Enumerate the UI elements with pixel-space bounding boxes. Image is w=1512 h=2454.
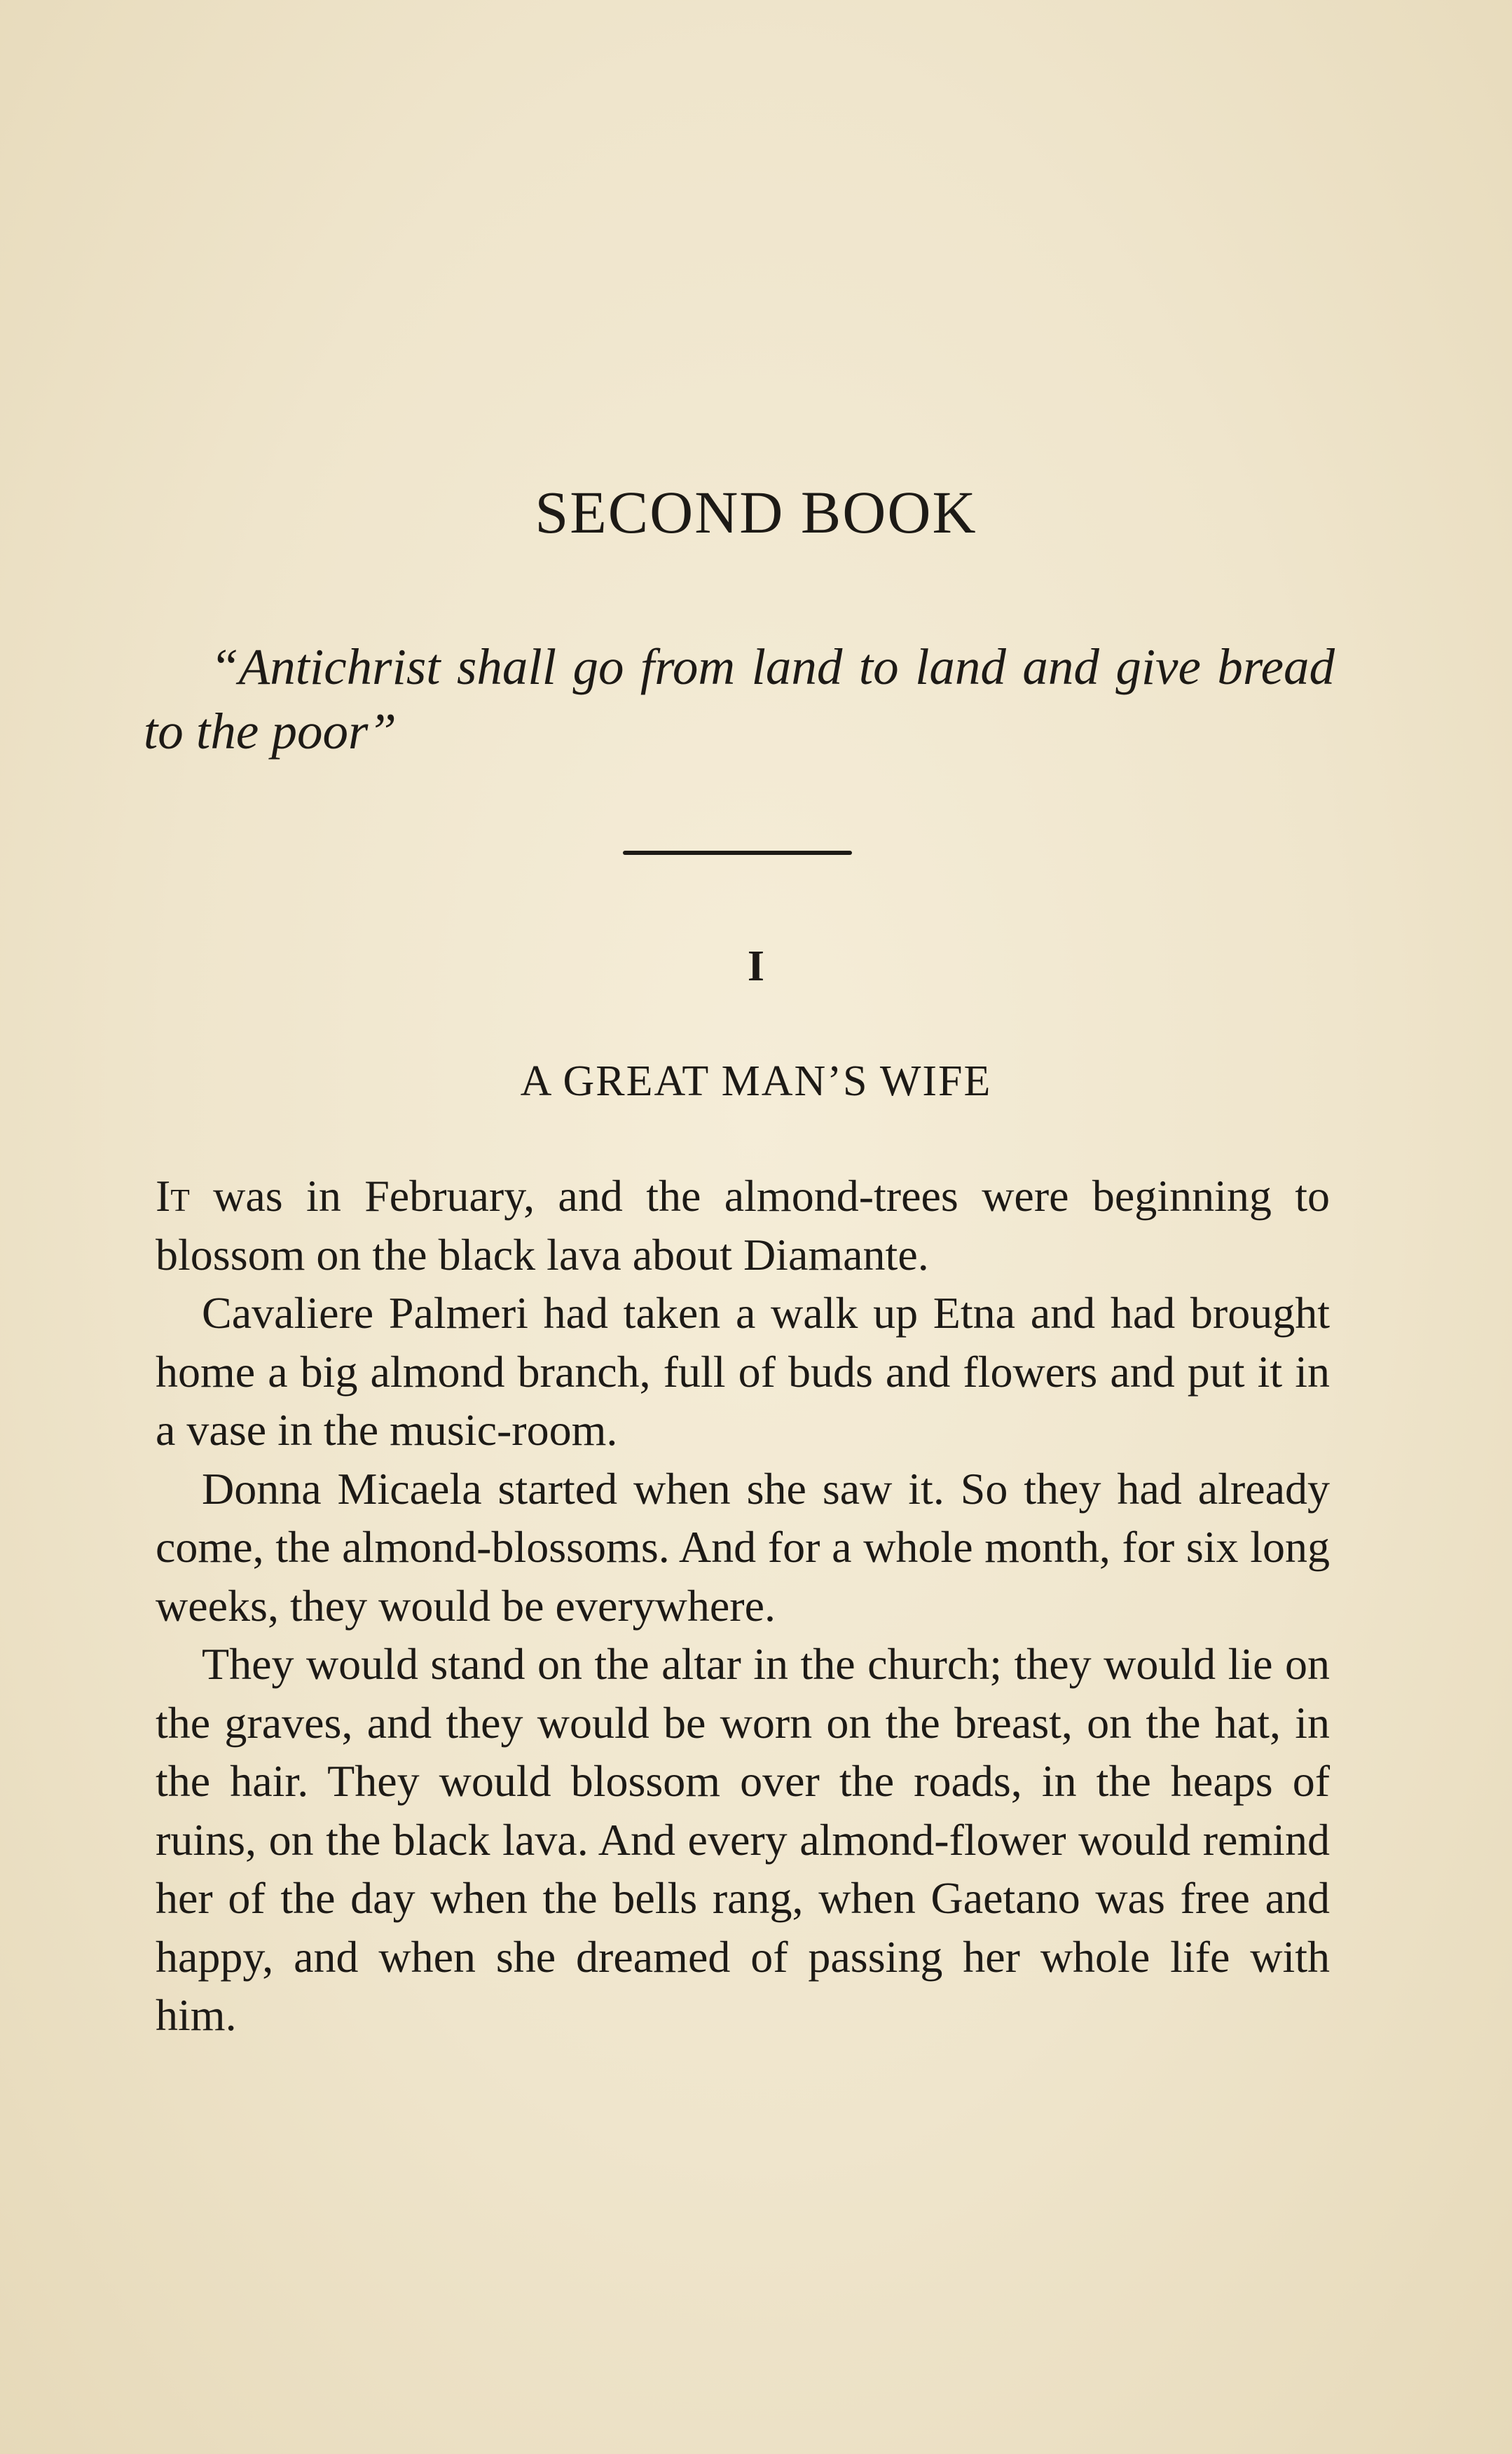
paragraph-4: They would stand on the altar in the church; they would lie on the graves, and they would be worn on the breast, on the hat, in the hair. They would blossom over the roads, in the heaps of ruins, on the black lava. And every almond-flower would remind her of the day when the bells rang, when Gaetano was free and happy, and when she dreamed of passing her whole life with him. xyxy=(156,1639,1330,2040)
paragraph-text: was in February, and the almond-trees were beginning to blossom on the black lava about Diamante. xyxy=(156,1171,1330,1280)
paragraph-3: Donna Micaela started when she saw it. So they had already come, the almond-blossoms. And for a whole month, for six long weeks, they would be everywhere. xyxy=(156,1463,1330,1631)
paragraph-2: Cavaliere Palmeri had taken a walk up Etna and had brought home a big almond branch, full of buds and flowers and put it in a vase in the music-room. xyxy=(156,1288,1330,1455)
paragraph-lead-word: It xyxy=(156,1171,190,1221)
chapter-number: I xyxy=(747,942,765,990)
paragraph-1 xyxy=(156,1167,1330,1284)
section-divider-rule xyxy=(623,851,852,855)
epigraph: “Antichrist shall go from land to land and give bread to the poor” xyxy=(144,638,1335,760)
book-heading: SECOND BOOK xyxy=(535,479,977,546)
chapter-title: A GREAT MAN’S WIFE xyxy=(520,1057,992,1105)
chapter-body xyxy=(156,1167,1330,2045)
